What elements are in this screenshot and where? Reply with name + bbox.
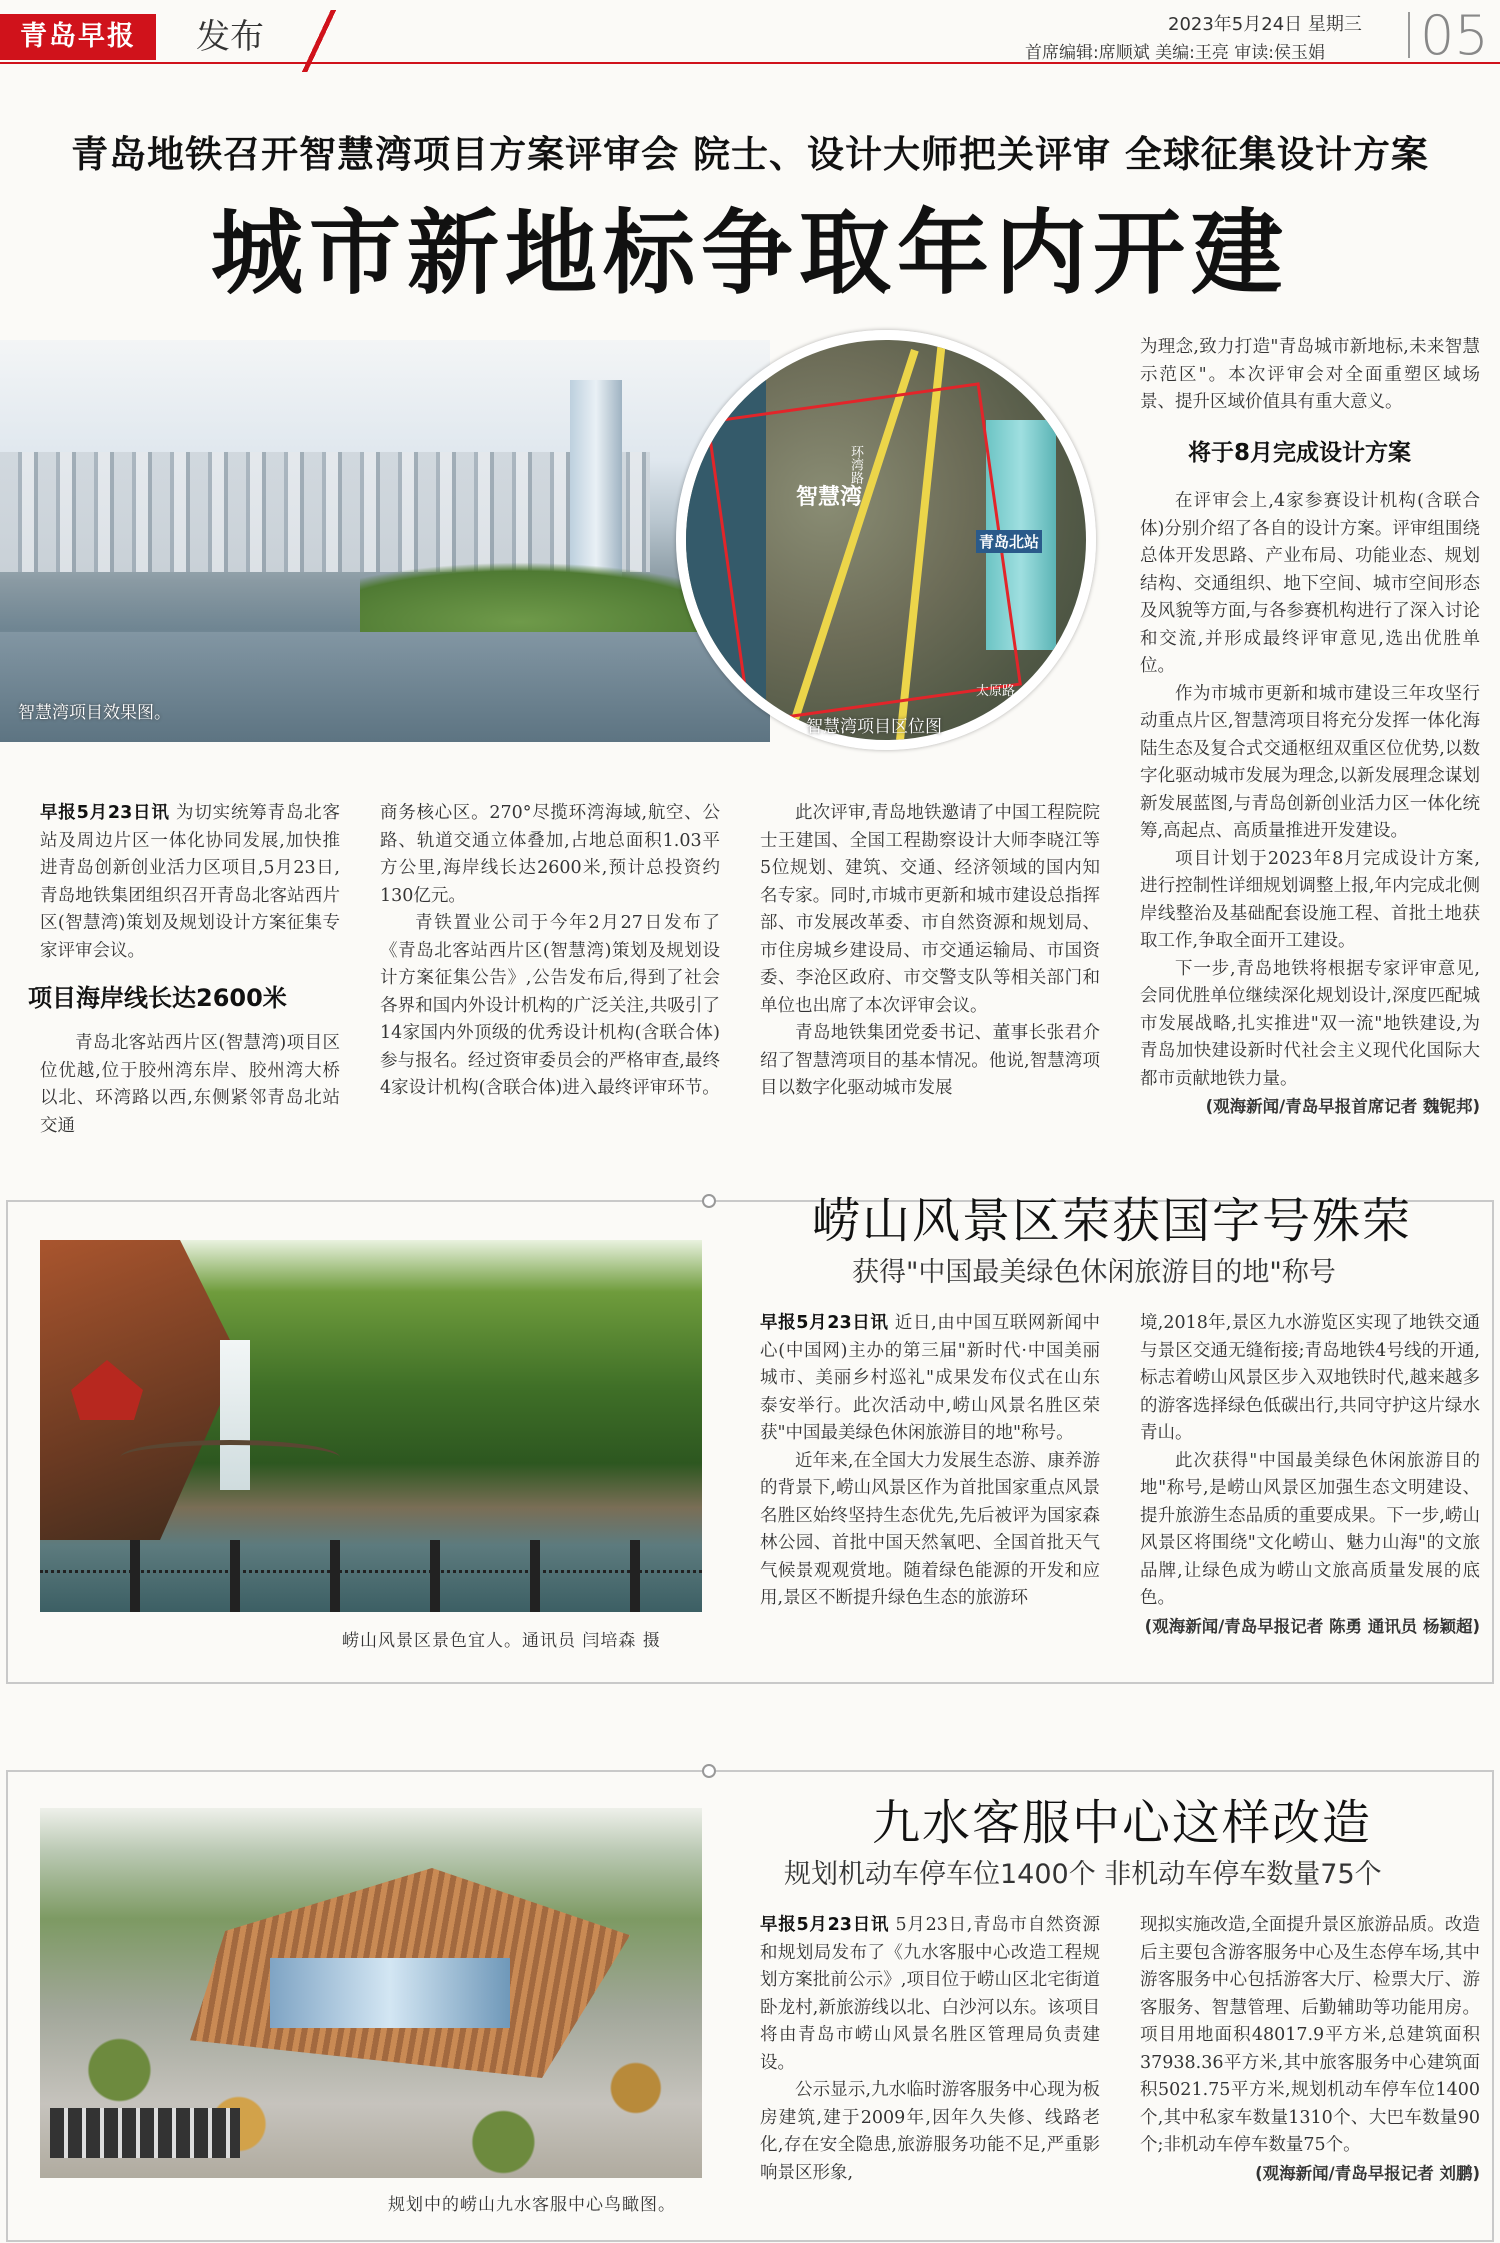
story3-paragraph: 现拟实施改造,全面提升景区旅游品质。改造后主要包含游客服务中心及生态停车场,其中游客服务中心包括游客大厅、检票大厅、游客服务、智慧管理、后勤辅助等功能用房。项目用地面积48017.9平方米,总建筑面积37938.36平方米,其中旅客服务中心建筑面积5021.75平方米,规划机动车停车位1400个,其中私家车数量1310个、大巴车数量90个;非机动车停车数量75个。 [1140, 1915, 1480, 2155]
story1-paragraph: 项目计划于2023年8月完成设计方案,进行控制性详细规划调整上报,年内完成北侧岸线整治及基础配套设施工程、首批土地获取工作,争取全面开工建设。 [1140, 848, 1480, 951]
story1-column-2 [380, 800, 720, 1103]
story1-paragraph: 为切实统筹青岛北客站及周边片区一体化协同发展,加快推进青岛创新创业活力区项目,5月23日,青岛地铁集团组织召开青岛北客站西片区(智慧湾)策划及规划设计方案征集专家评审会议。 [40, 803, 340, 961]
story1-column-1b [40, 1030, 340, 1140]
map-label-road2: 太原路 [976, 684, 1016, 699]
story1-photo-caption: 智慧湾项目效果图。 [18, 703, 171, 723]
story3-column-1 [760, 1912, 1100, 2187]
story3-photo-caption: 规划中的崂山九水客服中心鸟瞰图。 [388, 2195, 676, 2215]
story1-headline: 城市新地标争取年内开建 [210, 200, 1289, 307]
story1-location-map [676, 330, 1096, 750]
story1-kicker: 青岛地铁召开智慧湾项目方案评审会 院士、设计大师把关评审 全球征集设计方案 [71, 132, 1429, 176]
story1-column-3 [760, 800, 1100, 1103]
editor-credits: 首席编辑:席顺斌 美编:王亮 审读:侯玉娟 [1025, 43, 1325, 63]
issue-date: 2023年5月24日 星期三 [1168, 14, 1362, 35]
story1-subhead-2: 将于8月完成设计方案 [1188, 440, 1412, 466]
story2-paragraph: 近年来,在全国大力发展生态游、康养游的背景下,崂山风景区作为首批国家重点风景名胜区始终坚持生态优先,先后被评为国家森林公园、首批中国天然氧吧、全国首批天气气候景观观赏地。随着绿色能源的开发和应用,景区不断提升绿色生态的旅游环 [760, 1450, 1100, 1608]
story3-title: 九水客服中心这样改造 [872, 1795, 1373, 1851]
story1-paragraph: 下一步,青岛地铁将根据专家评审意见,会同优胜单位继续深化规划设计,深度匹配城市发展战略,扎实推进"双一流"地铁建设,为青岛加快建设新时代社会主义现代化国际大都市贡献地铁力量。 [1140, 958, 1480, 1089]
story2-paragraph: 境,2018年,景区九水游览区实现了地铁交通与景区交通无缝衔接;青岛地铁4号线的开通,标志着崂山风景区步入双地铁时代,越来越多的游客选择绿色低碳出行,共同守护这片绿水青山。 [1140, 1313, 1480, 1443]
story2-column-2 [1140, 1310, 1480, 1640]
story1-rendering-photo [0, 340, 770, 742]
map-label-station: 青岛北站 [976, 530, 1042, 553]
story1-paragraph: 青岛北客站西片区(智慧湾)项目区位优越,位于胶州湾东岸、胶州湾大桥以北、环湾路以西,东侧紧邻青岛北站交通 [40, 1033, 340, 1136]
page-number: 05 [1420, 4, 1489, 67]
frame-corner-dot [702, 1194, 716, 1208]
story1-paragraph: 商务核心区。270°尽揽环湾海域,航空、公路、轨道交通立体叠加,占地总面积1.03平方公里,海岸线长达2600米,预计总投资约130亿元。 [380, 803, 720, 906]
newspaper-logo: 青岛早报 [0, 14, 156, 60]
story2-paragraph: 此次获得"中国最美绿色休闲旅游目的地"称号,是崂山风景区加强生态文明建设、提升旅游生态品质的重要成果。下一步,崂山风景区将围绕"文化崂山、魅力山海"的文旅品牌,让绿色成为崂山文旅高质量发展的底色。 [1140, 1450, 1480, 1608]
story2-title: 崂山风景区荣获国字号殊荣 [812, 1193, 1413, 1249]
story3-byline: (观海新闻/青岛早报记者 刘鹏) [1255, 2163, 1480, 2183]
frame-corner-dot [702, 1764, 716, 1778]
story2-laoshan-photo [40, 1240, 702, 1612]
story2-dateline: 早报5月23日讯 [760, 1313, 889, 1333]
story1-paragraph: 青铁置业公司于今年2月27日发布了《青岛北客站西片区(智慧湾)策划及规划设计方案征集公告》,公告发布后,得到了社会各界和国内外设计机构的广泛关注,共吸引了14家国内外顶级的优秀设计机构(含联合体)参与报名。经过资审委员会的严格审查,最终4家设计机构(含联合体)进入最终评审环节。 [380, 913, 720, 1098]
story3-paragraph: 公示显示,九水临时游客服务中心现为板房建筑,建于2009年,因年久失修、线路老化,存在安全隐患,旅游服务功能不足,严重影响景区形象, [760, 2080, 1100, 2183]
story1-paragraph: 此次评审,青岛地铁邀请了中国工程院院士王建国、全国工程勘察设计大师李晓江等5位规划、建筑、交通、经济领域的国内知名专家。同时,市城市更新和城市建设总指挥部、市发展改革委、市自然资源和规划局、市住房城乡建设局、市交通运输局、市国资委、李沧区政府、市交警支队等相关部门和单位也出席了本次评审会议。 [760, 803, 1100, 1016]
story1-paragraph: 在评审会上,4家参赛设计机构(含联合体)分别介绍了各自的设计方案。评审组围绕总体开发思路、产业布局、功能业态、规划结构、交通组织、地下空间、城市空间形态及风貌等方面,与各参赛机构进行了深入讨论和交流,并形成最终评审意见,选出优胜单位。 [1140, 491, 1480, 676]
story1-dateline: 早报5月23日讯 [40, 803, 170, 823]
section-name: 发布 [196, 17, 264, 57]
story3-paragraph: 5月23日,青岛市自然资源和规划局发布了《九水客服中心改造工程规划方案批前公示》,项目位于崂山区北宅街道卧龙村,新旅游线以北、白沙河以东。该项目将由青岛市崂山风景名胜区管理局负责建设。 [760, 1915, 1100, 2073]
story2-subtitle: 获得"中国最美绿色休闲旅游目的地"称号 [852, 1257, 1336, 1288]
map-label-site: 智慧湾 [796, 485, 863, 510]
story1-byline: (观海新闻/青岛早报首席记者 魏铌邦) [1205, 1097, 1480, 1116]
story1-column-4 [1140, 334, 1480, 417]
story3-column-2 [1140, 1912, 1480, 2187]
story2-paragraph: 近日,由中国互联网新闻中心(中国网)主办的第三届"新时代·中国美丽城市、美丽乡村巡礼"成果发布仪式在山东泰安举行。此次活动中,崂山风景名胜区荣获"中国最美绿色休闲旅游目的地"称号。 [760, 1313, 1100, 1443]
story1-column-4b [1140, 488, 1480, 1121]
story2-byline: (观海新闻/青岛早报记者 陈勇 通讯员 杨颖超) [1144, 1616, 1480, 1636]
story1-paragraph: 为理念,致力打造"青岛城市新地标,未来智慧示范区"。本次评审会对全面重塑区域场景、提升区域价值具有重大意义。 [1140, 337, 1480, 412]
story2-photo-caption: 崂山风景区景色宜人。通讯员 闫培森 摄 [342, 1631, 661, 1651]
map-label-road1: 环湾路 [848, 445, 863, 484]
story3-subtitle: 规划机动车停车位1400个 非机动车停车数量75个 [784, 1859, 1382, 1890]
page-number-divider [1408, 12, 1410, 58]
story1-column-1 [40, 800, 340, 965]
story1-map-caption: 智慧湾项目区位图 [806, 717, 942, 737]
story1-subhead-1: 项目海岸线长达2600米 [28, 984, 287, 1012]
story3-dateline: 早报5月23日讯 [760, 1915, 890, 1935]
story3-aerial-rendering [40, 1808, 702, 2178]
story1-paragraph: 作为市城市更新和城市建设三年攻坚行动重点片区,智慧湾项目将充分发挥一体化海陆生态及复合式交通枢纽双重区位优势,以数字化驱动城市发展为理念,以新发展理念谋划新发展蓝图,与青岛创新创业活力区一体化统筹,高起点、高质量推进开发建设。 [1140, 683, 1480, 841]
story1-paragraph: 青岛地铁集团党委书记、董事长张君介绍了智慧湾项目的基本情况。他说,智慧湾项目以数字化驱动城市发展 [760, 1023, 1100, 1098]
story2-column-1 [760, 1310, 1100, 1613]
